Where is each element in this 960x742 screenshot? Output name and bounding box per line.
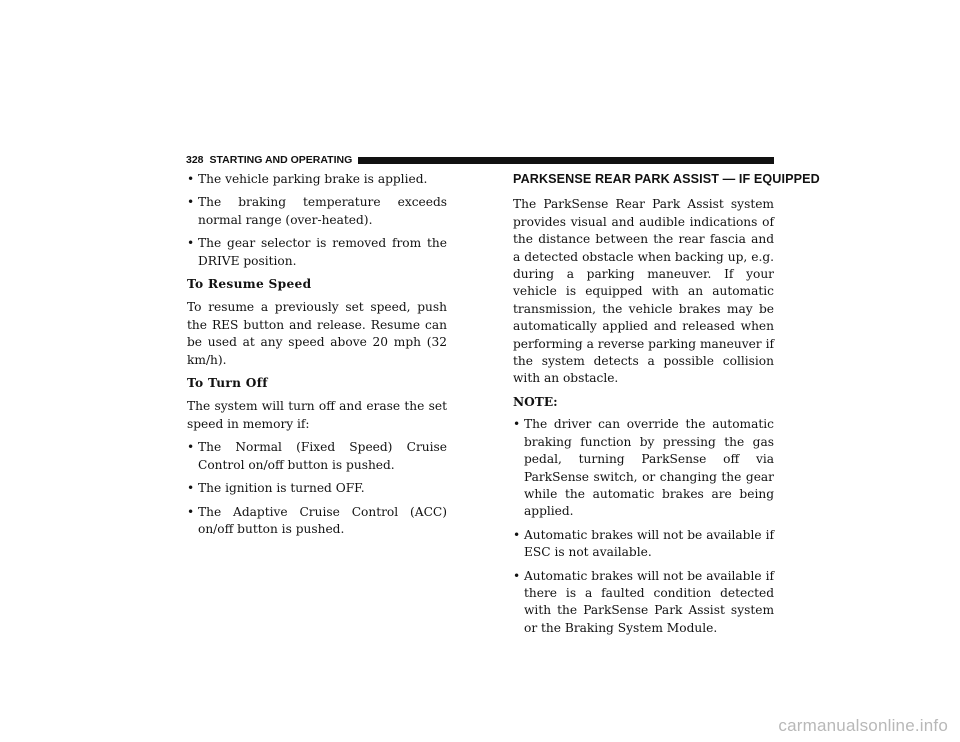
bullet-glyph: • <box>187 481 195 496</box>
section-title: STARTING AND OPERATING <box>209 154 353 166</box>
resume-heading: To Resume Speed <box>187 277 312 292</box>
list-item: • The driver can override the automatic braking function by pressing the gas pedal, turning ParkSense off via ParkSense switch, or changing the gear while the automatic brakes are being applied. <box>513 417 774 519</box>
parksense-heading: PARKSENSE REAR PARK ASSIST — IF EQUIPPED <box>513 172 820 186</box>
turn-off-text: The system will turn off and erase the set speed in memory if: <box>187 399 447 431</box>
note-label: NOTE: <box>513 394 558 409</box>
bullet-glyph: • <box>513 568 521 583</box>
watermark: carmanualsonline.info <box>778 716 948 735</box>
resume-text: To resume a previously set speed, push the RES button and release. Resume can be used at any speed above 20 mph (32 km/h). <box>187 300 447 367</box>
list-item: • The gear selector is removed from the DRIVE position. <box>187 236 447 268</box>
bullet-glyph: • <box>187 504 195 519</box>
list-item: • The ignition is turned OFF. <box>187 480 447 497</box>
bullet-glyph: • <box>187 172 195 186</box>
list-item: • The braking temperature exceeds normal range (over-heated). <box>187 195 447 227</box>
bullet-glyph: • <box>187 440 195 455</box>
turn-off-heading: To Turn Off <box>187 376 268 391</box>
header-rule <box>358 157 774 164</box>
bullet-glyph: • <box>513 527 521 542</box>
list-item: • Automatic brakes will not be available if there is a faulted condition detected with the ParkSense Park Assist system or the Braking System Module. <box>513 568 774 635</box>
bullet-glyph: • <box>187 236 195 251</box>
page-number: 328 <box>186 154 204 166</box>
list-item: • Automatic brakes will not be available if ESC is not available. <box>513 527 774 560</box>
bullet-glyph: • <box>187 195 195 210</box>
list-item: • The Adaptive Cruise Control (ACC) on/off button is pushed. <box>187 504 447 536</box>
list-item: • The vehicle parking brake is applied. <box>187 171 447 188</box>
left-column <box>187 171 447 544</box>
right-column <box>513 171 820 643</box>
parksense-intro: The ParkSense Rear Park Assist system provides visual and audible indications of the distance between the rear fascia and a detected obstacle when backing up, e.g. during a parking maneuver. If your vehicle is equipped with an automatic transmission, the vehicle brakes may be automatically applied and released when performing a reverse parking maneuver if the system detects a possible collision with an obstacle. <box>513 197 774 386</box>
page-header <box>186 154 774 166</box>
list-item: • The Normal (Fixed Speed) Cruise Control on/off button is pushed. <box>187 440 447 472</box>
bullet-glyph: • <box>513 417 521 432</box>
